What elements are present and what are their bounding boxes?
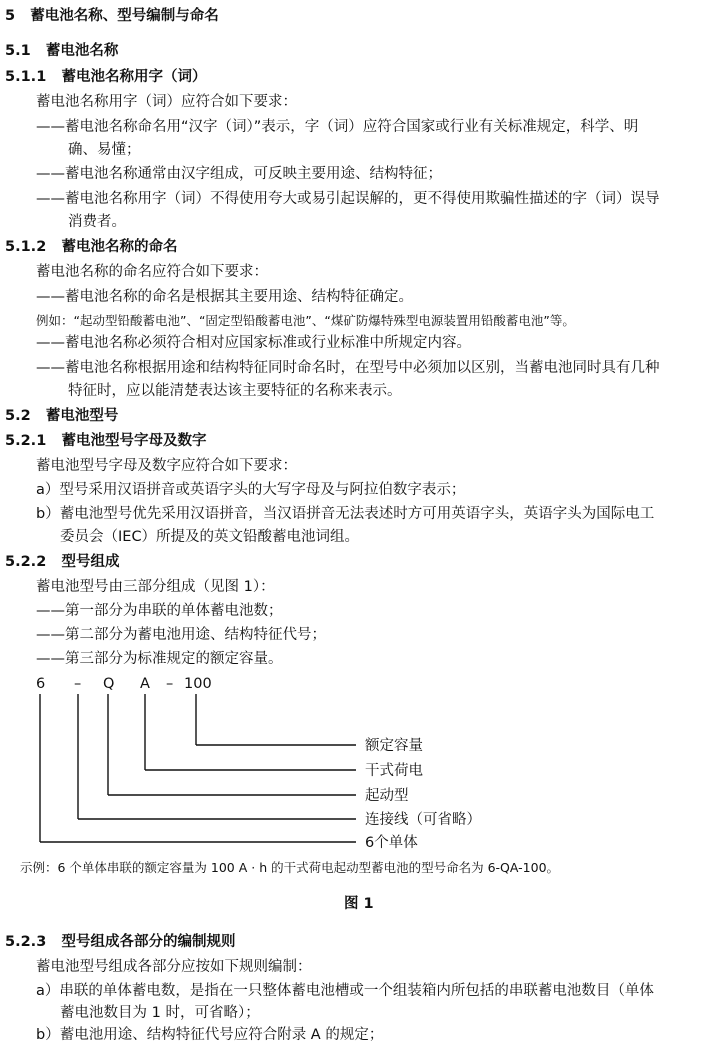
section-number: 5.1.1 (5, 69, 47, 85)
section-number: 5.1.2 (5, 239, 47, 255)
list-item-a: a）串联的单体蓄电数，是指在一只整体蓄电池槽或一个组装箱内所包括的串联蓄电池数目（单体 (36, 983, 654, 999)
list-item-continuation: 委员会（IEC）所提及的英文铅酸蓄电池词组。 (60, 529, 360, 545)
figure-example: 示例：6 个单体串联的额定容量为 100 A · h 的干式荷电起动型蓄电池的型号命名为 6-QA-100。 (20, 860, 560, 875)
list-item-b: b）蓄电池用途、结构特征代号应符合附录 A 的规定； (36, 1027, 384, 1043)
label-starting-type: 起动型 (365, 788, 409, 804)
section-title: 蓄电池型号 (45, 408, 119, 424)
code-letter-q: Q (103, 676, 115, 692)
list-item-continuation: 确、易懂； (68, 142, 141, 158)
section-number: 5.2.3 (5, 934, 47, 950)
list-item: ——第二部分为蓄电池用途、结构特征代号； (36, 627, 326, 643)
label-dry-charged: 干式荷电 (365, 763, 423, 779)
section-title: 蓄电池名称用字（词） (61, 69, 207, 85)
figure-caption: 图 1 (344, 896, 374, 912)
list-item: ——蓄电池名称通常由汉字组成，可反映主要用途、结构特征； (36, 166, 442, 182)
section-number: 5.2.1 (5, 433, 47, 449)
code-dash-2: – (166, 676, 174, 692)
section-5-1-heading (5, 41, 118, 61)
section-title: 蓄电池型号字母及数字 (61, 433, 207, 449)
paragraph: 蓄电池型号组成各部分应按如下规则编制： (36, 959, 312, 975)
section-number: 5.1 (5, 43, 31, 59)
paragraph: 蓄电池型号由三部分组成（见图 1）： (36, 579, 275, 595)
section-number: 5.2.2 (5, 554, 47, 570)
section-5-1-2-heading (5, 237, 177, 257)
section-title: 型号组成 (61, 554, 120, 570)
paragraph: 蓄电池名称用字（词）应符合如下要求： (36, 94, 297, 110)
code-dash-1: – (74, 676, 82, 692)
paragraph: 蓄电池名称的命名应符合如下要求： (36, 264, 268, 280)
example-text: 例如：“起动型铅酸蓄电池”、“固定型铅酸蓄电池”、“煤矿防爆特殊型电源装置用铅酸蓄电池”等。 (36, 313, 575, 328)
list-item-b: b）蓄电池型号优先采用汉语拼音，当汉语拼音无法表述时方可用英语字头，英语字头为国际电工 (36, 506, 655, 522)
list-item: ——蓄电池名称根据用途和结构特征同时命名时，在型号中必须加以区别，当蓄电池同时具有几种 (36, 360, 660, 376)
section-title: 型号组成各部分的编制规则 (61, 934, 236, 950)
code-cell-count: 6 (36, 676, 46, 692)
list-item: ——蓄电池名称命名用“汉字（词）”表示，字（词）应符合国家或行业有关标准规定，科学、明 (36, 119, 639, 135)
list-item: ——蓄电池名称必须符合相对应国家标准或行业标准中所规定内容。 (36, 335, 471, 351)
section-number: 5 (5, 8, 16, 24)
label-rated-capacity: 额定容量 (365, 738, 423, 754)
list-item: ——第三部分为标准规定的额定容量。 (36, 651, 283, 667)
list-item: ——蓄电池名称用字（词）不得使用夸大或易引起误解的，更不得使用欺骗性描述的字（词）误导 (36, 191, 660, 207)
label-six-cells: 6个单体 (365, 835, 418, 851)
section-title: 蓄电池名称 (45, 43, 119, 59)
list-item: ——蓄电池名称的命名是根据其主要用途、结构特征确定。 (36, 289, 413, 305)
section-5-2-2-heading (5, 552, 119, 572)
code-letter-a: A (140, 676, 150, 692)
section-title: 蓄电池名称、型号编制与命名 (30, 8, 219, 24)
model-code-diagram (0, 670, 726, 860)
code-capacity: 100 (184, 676, 212, 692)
section-title: 蓄电池名称的命名 (61, 239, 178, 255)
section-5-1-1-heading (5, 67, 206, 87)
label-connector: 连接线（可省略） (365, 812, 481, 828)
list-item-continuation: 特征时，应以能清楚表达该主要特征的名称来表示。 (68, 383, 402, 399)
section-number: 5.2 (5, 408, 31, 424)
list-item-continuation: 蓄电池数目为 1 时，可省略）； (60, 1005, 260, 1021)
section-5-2-heading (5, 406, 118, 426)
section-5-2-3-heading (5, 932, 235, 952)
section-5-2-1-heading (5, 431, 206, 451)
list-item: ——第一部分为串联的单体蓄电池数； (36, 603, 283, 619)
list-item-a: a）型号采用汉语拼音或英语字头的大写字母及与阿拉伯数字表示； (36, 482, 466, 498)
paragraph: 蓄电池型号字母及数字应符合如下要求： (36, 458, 297, 474)
list-item-continuation: 消费者。 (68, 214, 126, 230)
section-5-heading (5, 6, 219, 26)
